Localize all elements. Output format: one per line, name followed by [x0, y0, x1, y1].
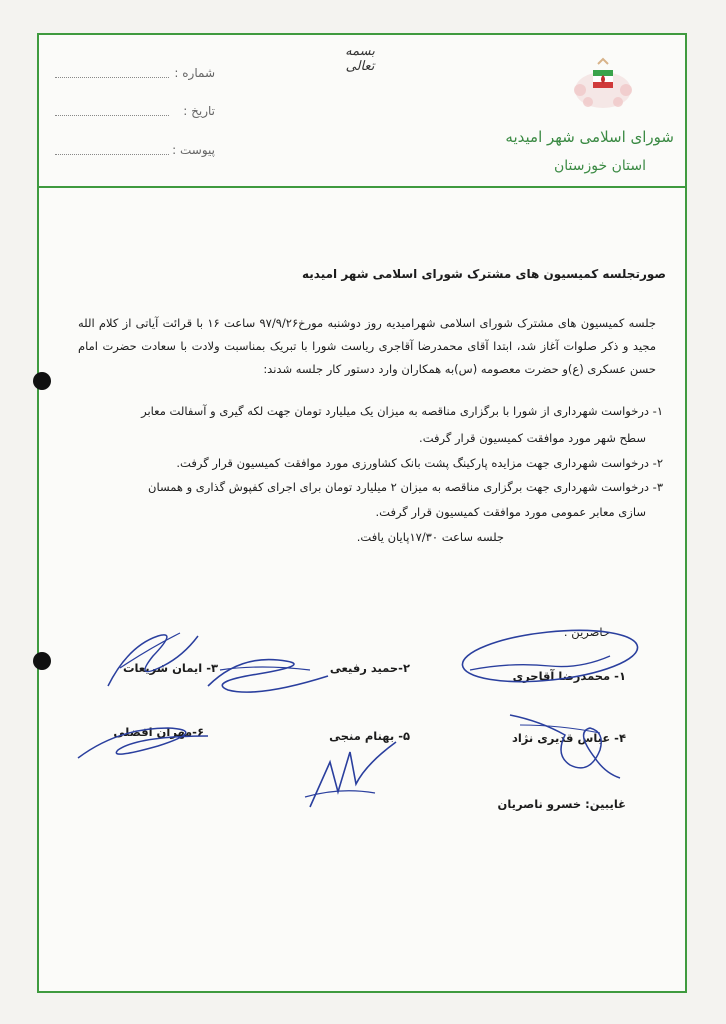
date-field	[55, 104, 215, 122]
signature-4	[505, 705, 625, 785]
number-dots	[55, 77, 169, 78]
item-1-line-1: ۱- درخواست شهرداری از شورا با برگزاری مناقصه به میزان یک میلیارد تومان جهت لکه گیری و آسفالت معابر	[141, 404, 663, 418]
attachment-field	[55, 143, 215, 161]
date-label: تاریخ :	[183, 104, 215, 118]
attachment-dots	[55, 154, 169, 155]
item-2: ۲- درخواست شهرداری جهت مزایده پارکینگ پشت بانک کشاورزی مورد موافقت کمیسیون قرار گرفت.	[176, 456, 663, 470]
signature-6	[72, 712, 212, 772]
signature-1	[440, 618, 660, 698]
member-1: ۱- محمدرضا آقاجری	[512, 669, 626, 683]
signature-2	[200, 648, 340, 698]
absent-line: غایبین: خسرو ناصریان	[497, 797, 626, 811]
org-name: شورای اسلامی شهر امیدیه	[505, 128, 674, 146]
member-2: ۲-حمید رفیعی	[329, 661, 410, 675]
member-6: ۶-مهران افضلی	[113, 725, 204, 739]
binder-hole-bottom	[33, 652, 51, 670]
header-divider	[37, 186, 687, 188]
number-field	[55, 66, 215, 84]
member-3: ۳- ایمان شریعات	[122, 661, 218, 675]
member-4: ۴- عباس قدیری نژاد	[511, 731, 626, 745]
closing-line: جلسه ساعت ۱۷/۳۰پایان یافت.	[356, 530, 504, 544]
document-title: صورتجلسه کمیسیون های مشترک شورای اسلامی شهر امیدیه	[301, 267, 666, 281]
present-label: حاضرین :	[563, 625, 610, 639]
date-dots	[55, 115, 169, 116]
intro-paragraph: جلسه کمیسیون های مشترک شورای اسلامی شهرامیدیه روز دوشنبه مورخ۹۷/۹/۲۶ ساعت ۱۶ با قرائت آیاتی از کلام الله مجید و ذکر صلوات آغاز شد، ابتدا آقای محمدرضا آقاجری ریاست شورا با تبریک بمناسبت ولادت با سعادت حضرت امام حسن عسکری (ع)و حضرت معصومه (س)به همکاران وارد دستور کار جلسه شدند:	[78, 316, 656, 376]
province-name: استان خوزستان	[554, 158, 646, 174]
binder-hole-top	[33, 372, 51, 390]
item-3-line-2: سازی معابر عمومی مورد موافقت کمیسیون قرار گرفت.	[375, 505, 646, 519]
member-5: ۵- بهنام منجی	[329, 729, 410, 743]
item-3-line-1: ۳- درخواست شهرداری جهت برگزاری مناقصه به میزان ۲ میلیارد تومان برای اجرای کفپوش گذاری و همسان	[148, 480, 663, 494]
attachment-label: پیوست :	[172, 143, 215, 157]
signature-3	[100, 628, 210, 698]
number-label: شماره :	[174, 66, 215, 80]
basmala: بسمه تعالی	[345, 44, 375, 74]
iran-emblem-logo	[568, 56, 638, 112]
item-1-line-2: سطح شهر مورد موافقت کمیسیون قرار گرفت.	[419, 431, 646, 445]
signature-5	[300, 735, 410, 815]
